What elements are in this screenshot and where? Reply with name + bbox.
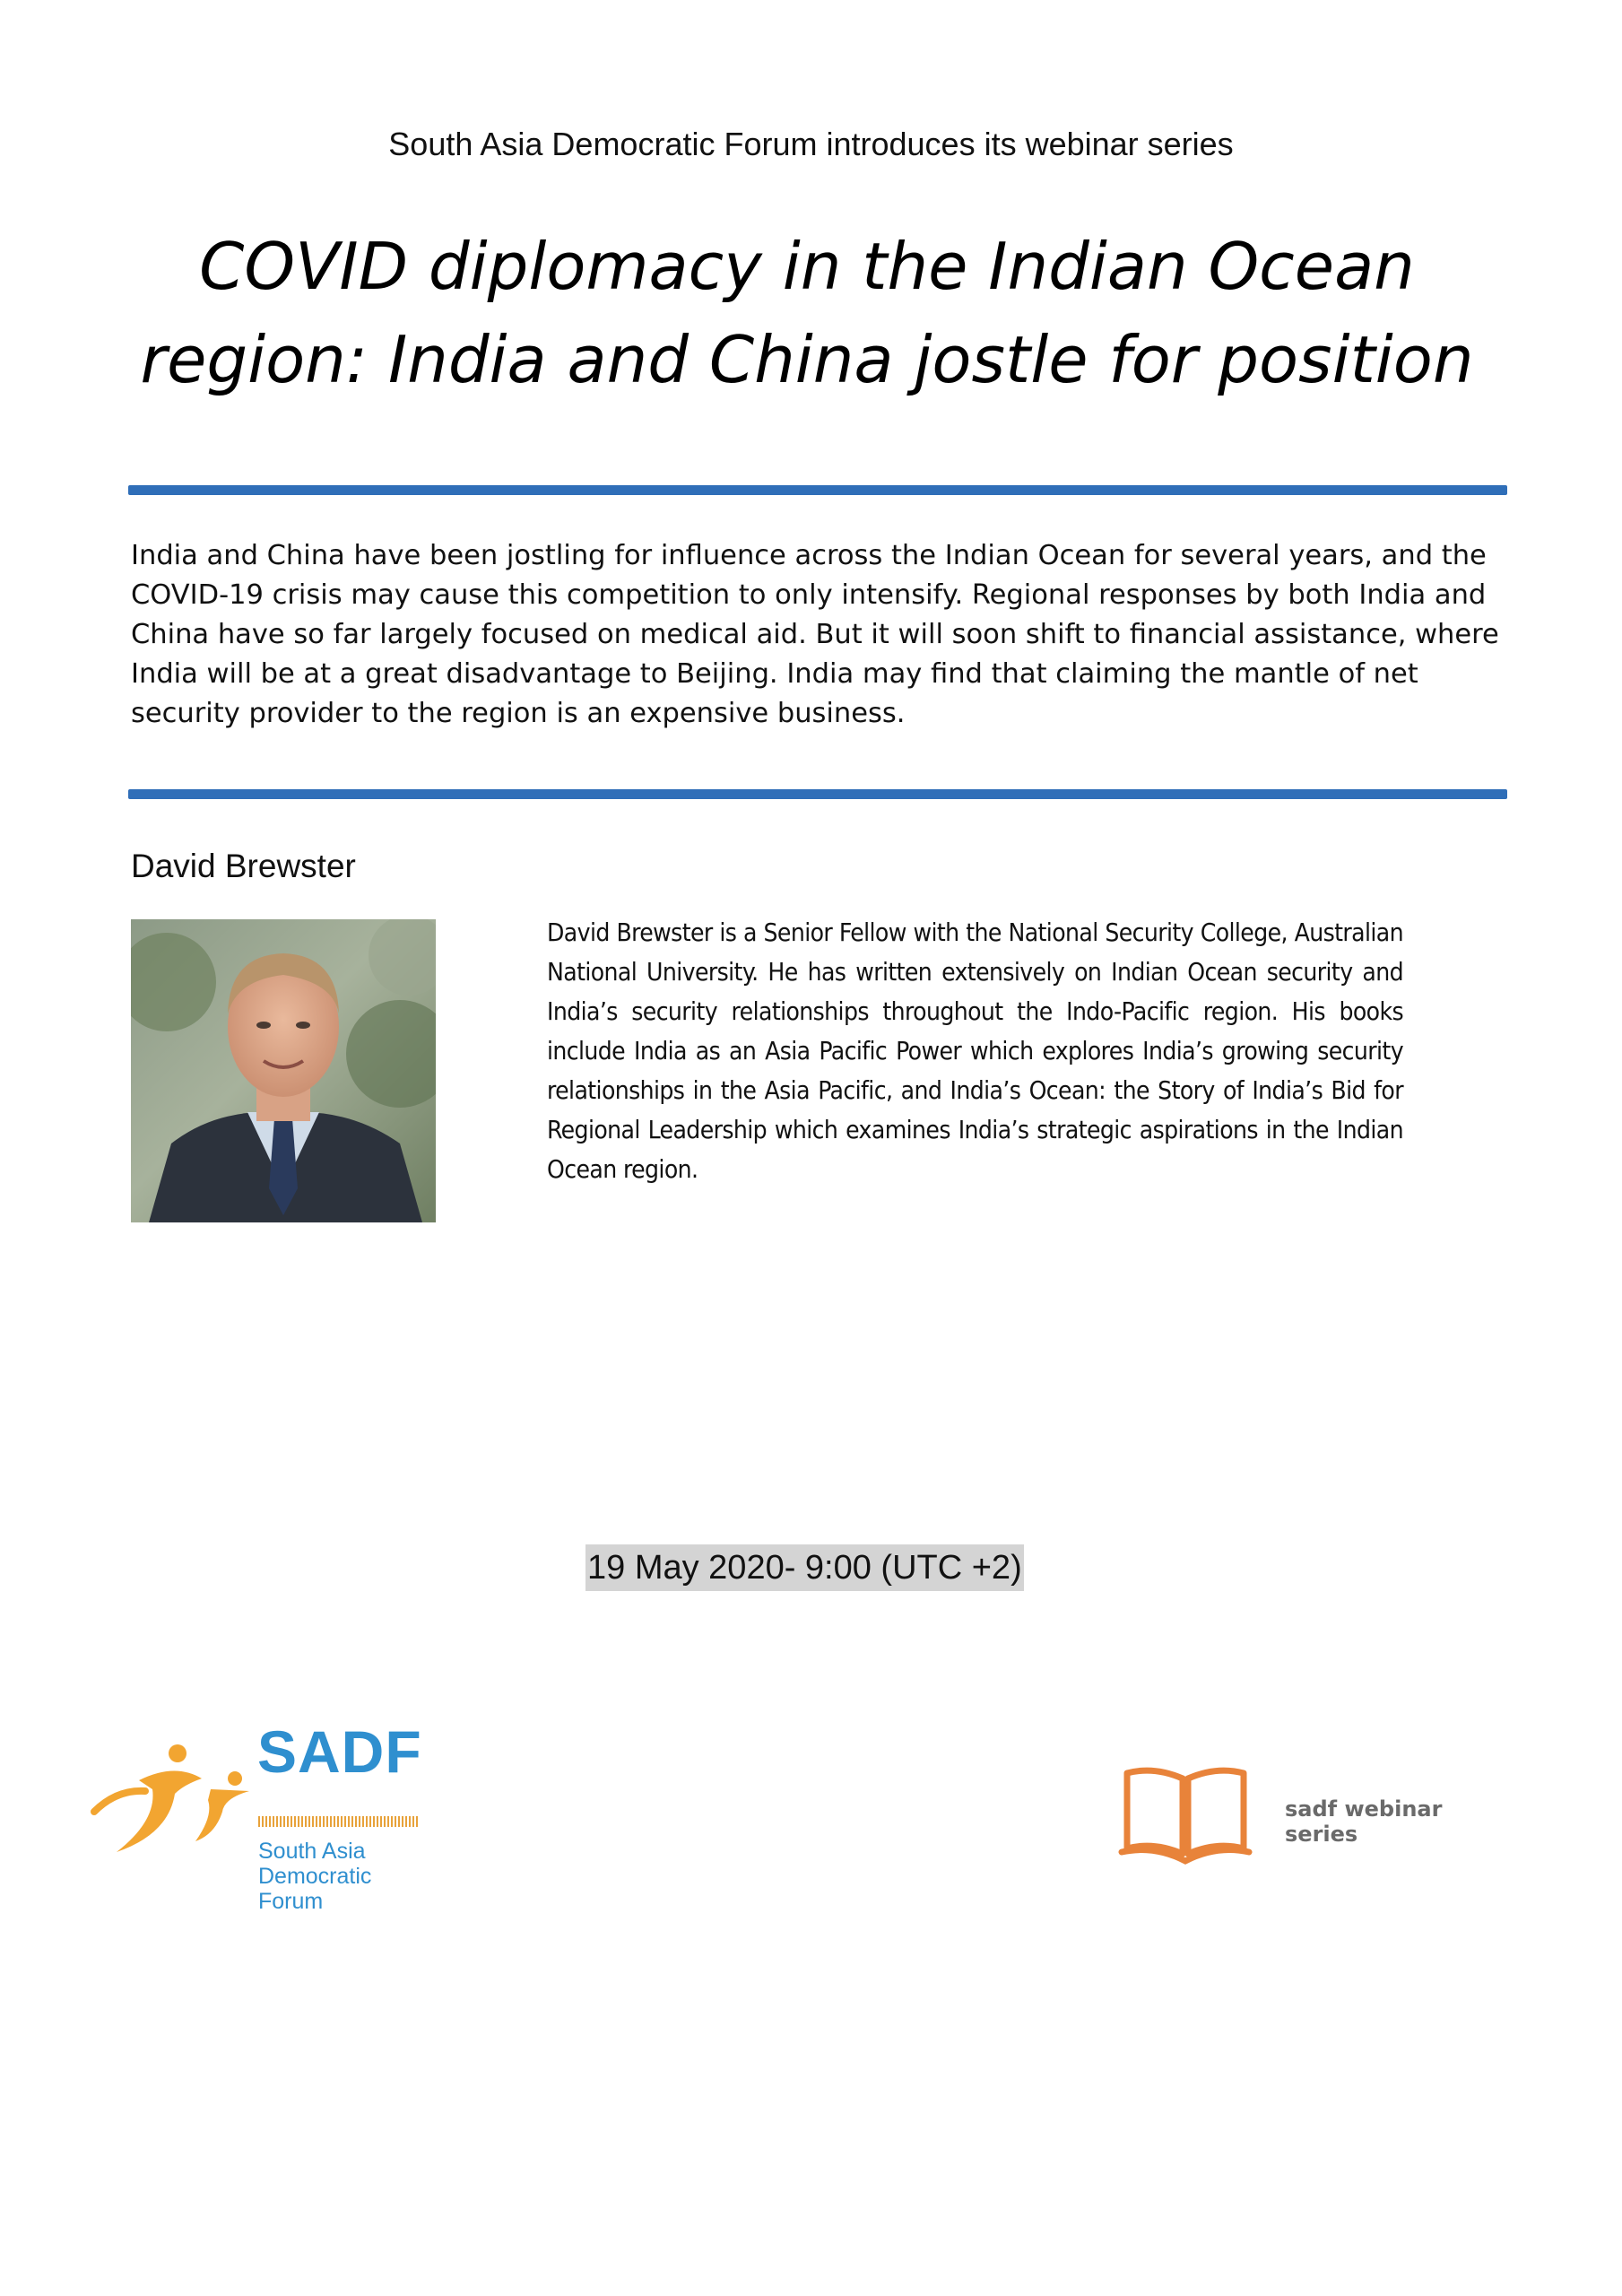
sadf-hatch (258, 1816, 418, 1827)
title-line-1: COVID diplomacy in the Indian Ocean (199, 229, 1415, 304)
sadf-logo (90, 1718, 439, 1924)
speaker-name: David Brewster (131, 848, 356, 884)
speaker-bio: David Brewster is a Senior Fellow with the National Security College, Australian National University. He has written extensively on Indian Ocean security and India’s security relationships throughout the Indo-Pacific region. His books include India as an Asia Pacific Power which explores India’s growing security relationships in the Asia Pacific, and India’s Ocean: the Story of India’s Bid for Regional Leadership which examines India’s strategic aspirations in the Indian Ocean region. (547, 918, 1403, 1184)
sadf-line-1: South Asia (258, 1839, 366, 1864)
webinar-series-label: sadf webinar series (1285, 1796, 1443, 1847)
sadf-line-2: Democratic (258, 1864, 372, 1889)
open-book-icon (1118, 1762, 1253, 1870)
sadf-line-3: Forum (258, 1889, 324, 1914)
bottom-divider (128, 789, 1507, 799)
webinar-series-logo (1098, 1700, 1520, 1960)
speaker-photo (131, 919, 436, 1222)
top-divider (128, 485, 1507, 495)
sadf-acronym: SADF (257, 1718, 422, 1785)
intro-line: South Asia Democratic Forum introduces its webinar series (388, 126, 1234, 162)
title-line-2: region: India and China jostle for position (140, 322, 1474, 397)
sadf-full-name (258, 1839, 371, 1914)
abstract-text: India and China have been jostling for influence across the Indian Ocean for several years, and the COVID-19 crisis may cause this competition to only intensify. Regional responses by both India and China have so far largely focused on medical aid. But it will soon shift to financial assistance, where India will be at a great disadvantage to Beijing. India may find that claiming the mantle of net security provider to the region is an expensive business. (131, 540, 1499, 729)
webinar-title (90, 220, 1524, 406)
event-date: 19 May 2020- 9:00 (UTC +2) (585, 1544, 1024, 1591)
sadf-figures-icon (90, 1726, 260, 1879)
